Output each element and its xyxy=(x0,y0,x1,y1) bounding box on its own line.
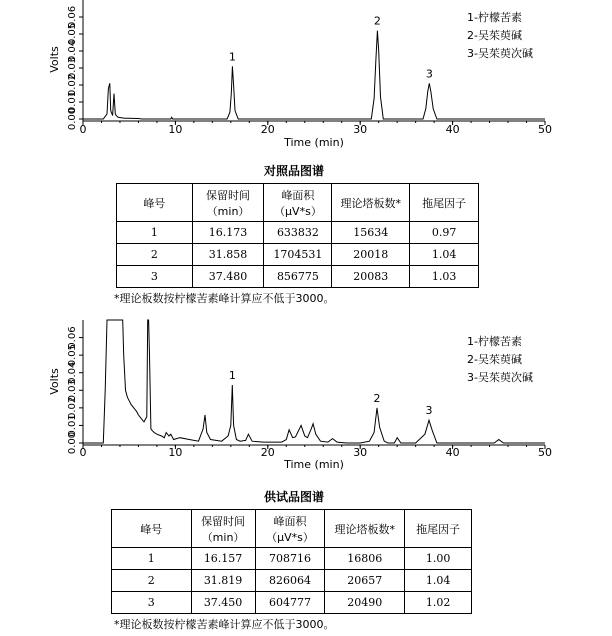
legend-entry: 3-吴茱萸次碱 xyxy=(467,47,533,60)
y-tick-label: 0.03 xyxy=(67,379,78,402)
col-retention-time: 保留时间 （min） xyxy=(192,184,264,222)
peak-label: 1 xyxy=(228,50,236,64)
y-tick-label: 0.04 xyxy=(67,39,78,63)
table-cell: 0.97 xyxy=(410,222,479,244)
col-peak-area: 峰面积 （μV*s） xyxy=(264,184,332,222)
x-tick-label: 40 xyxy=(445,123,460,136)
sample-caption: 供试品图谱 xyxy=(264,490,325,504)
y-tick-label: 0.06 xyxy=(67,326,78,349)
table-cell: 20083 xyxy=(332,266,410,288)
table-row xyxy=(117,266,479,288)
table-cell: 20657 xyxy=(325,570,405,592)
y-tick-label: 0.02 xyxy=(67,73,78,97)
y-tick-label: 0.03 xyxy=(67,56,78,80)
col-tailing-factor: 拖尾因子 xyxy=(405,510,472,548)
legend-entry: 1-柠檬苦素 xyxy=(467,335,522,348)
table-cell: 16806 xyxy=(325,548,405,570)
peak-label: 2 xyxy=(373,391,381,405)
table-header-row xyxy=(117,184,479,222)
table-cell: 1.00 xyxy=(405,548,472,570)
table-cell: 1.03 xyxy=(410,266,479,288)
y-tick-label: 0.01 xyxy=(67,90,78,114)
y-tick-label: 0.05 xyxy=(67,22,78,46)
table-row xyxy=(112,570,472,592)
legend-entry: 1-柠檬苦素 xyxy=(467,11,522,24)
y-tick-label: 0.00 xyxy=(67,107,78,131)
table-cell: 1.04 xyxy=(405,570,472,592)
x-tick-label: 30 xyxy=(353,446,368,459)
y-tick-label: 0.01 xyxy=(67,414,78,437)
y-tick-label: 0.02 xyxy=(67,396,78,419)
col-plate-number: 理论塔板数* xyxy=(332,184,410,222)
x-tick-label: 20 xyxy=(260,123,275,136)
table-cell: 708716 xyxy=(255,548,325,570)
table-cell: 16.173 xyxy=(192,222,264,244)
x-tick-label: 20 xyxy=(260,446,275,459)
legend-entry: 2-吴茱萸碱 xyxy=(467,353,522,366)
table-cell: 1 xyxy=(117,222,193,244)
x-tick-label: 40 xyxy=(445,446,460,459)
col-peak-no: 峰号 xyxy=(117,184,193,222)
table-cell: 1.04 xyxy=(410,244,479,266)
y-tick-label: 0.06 xyxy=(67,5,78,29)
table-header-row xyxy=(112,510,472,548)
peak-label: 2 xyxy=(373,14,381,28)
table-cell: 3 xyxy=(117,266,193,288)
table-cell: 1704531 xyxy=(264,244,332,266)
peak-label: 3 xyxy=(425,404,433,418)
x-tick-label: 30 xyxy=(353,123,368,136)
y-axis-label: Volts xyxy=(48,368,61,395)
x-tick-label: 0 xyxy=(79,123,87,136)
table-cell: 1.02 xyxy=(405,592,472,614)
col-tailing-factor: 拖尾因子 xyxy=(410,184,479,222)
table-cell: 604777 xyxy=(255,592,325,614)
table-cell: 826064 xyxy=(255,570,325,592)
table-row xyxy=(112,548,472,570)
table-row xyxy=(117,222,479,244)
table-cell: 856775 xyxy=(264,266,332,288)
table-cell: 20018 xyxy=(332,244,410,266)
table-cell: 2 xyxy=(112,570,192,592)
table-row xyxy=(117,244,479,266)
x-tick-label: 50 xyxy=(538,123,552,136)
table-cell: 20490 xyxy=(325,592,405,614)
table-row xyxy=(112,592,472,614)
x-tick-label: 50 xyxy=(538,446,552,459)
table-cell: 2 xyxy=(117,244,193,266)
sample-table xyxy=(111,509,472,614)
col-retention-time: 保留时间 （min） xyxy=(191,510,255,548)
peak-label: 3 xyxy=(425,67,433,81)
x-tick-label: 10 xyxy=(168,123,183,136)
reference-chromatogram xyxy=(0,0,612,165)
sample-chromatogram xyxy=(0,310,612,490)
legend-entry: 3-吴茱萸次碱 xyxy=(467,371,533,384)
col-peak-no: 峰号 xyxy=(112,510,192,548)
reference-footnote: *理论板数按柠檬苦素峰计算应不低于3000。 xyxy=(114,292,335,305)
col-peak-area: 峰面积 （μV*s） xyxy=(255,510,325,548)
reference-table xyxy=(116,183,479,288)
y-tick-label: 0.04 xyxy=(67,361,78,384)
table-cell: 1 xyxy=(112,548,192,570)
table-cell: 37.480 xyxy=(192,266,264,288)
y-tick-label: 0.00 xyxy=(67,431,78,455)
y-tick-label: 0.05 xyxy=(67,344,78,367)
reference-caption: 对照品图谱 xyxy=(264,164,325,178)
chromatogram-trace xyxy=(83,31,545,119)
x-tick-label: 0 xyxy=(79,446,87,459)
x-tick-label: 10 xyxy=(168,446,183,459)
peak-label: 1 xyxy=(228,369,236,383)
table-cell: 37.450 xyxy=(191,592,255,614)
table-cell: 16.157 xyxy=(191,548,255,570)
x-axis-label: Time (min) xyxy=(284,458,344,471)
legend-entry: 2-吴茱萸碱 xyxy=(467,29,522,42)
table-cell: 31.858 xyxy=(192,244,264,266)
table-cell: 31.819 xyxy=(191,570,255,592)
table-cell: 15634 xyxy=(332,222,410,244)
sample-footnote: *理论板数按柠檬苦素峰计算应不低于3000。 xyxy=(114,618,335,631)
table-cell: 3 xyxy=(112,592,192,614)
x-axis-label: Time (min) xyxy=(284,136,344,149)
table-cell: 633832 xyxy=(264,222,332,244)
col-plate-number: 理论塔板数* xyxy=(325,510,405,548)
y-axis-label: Volts xyxy=(48,46,61,73)
